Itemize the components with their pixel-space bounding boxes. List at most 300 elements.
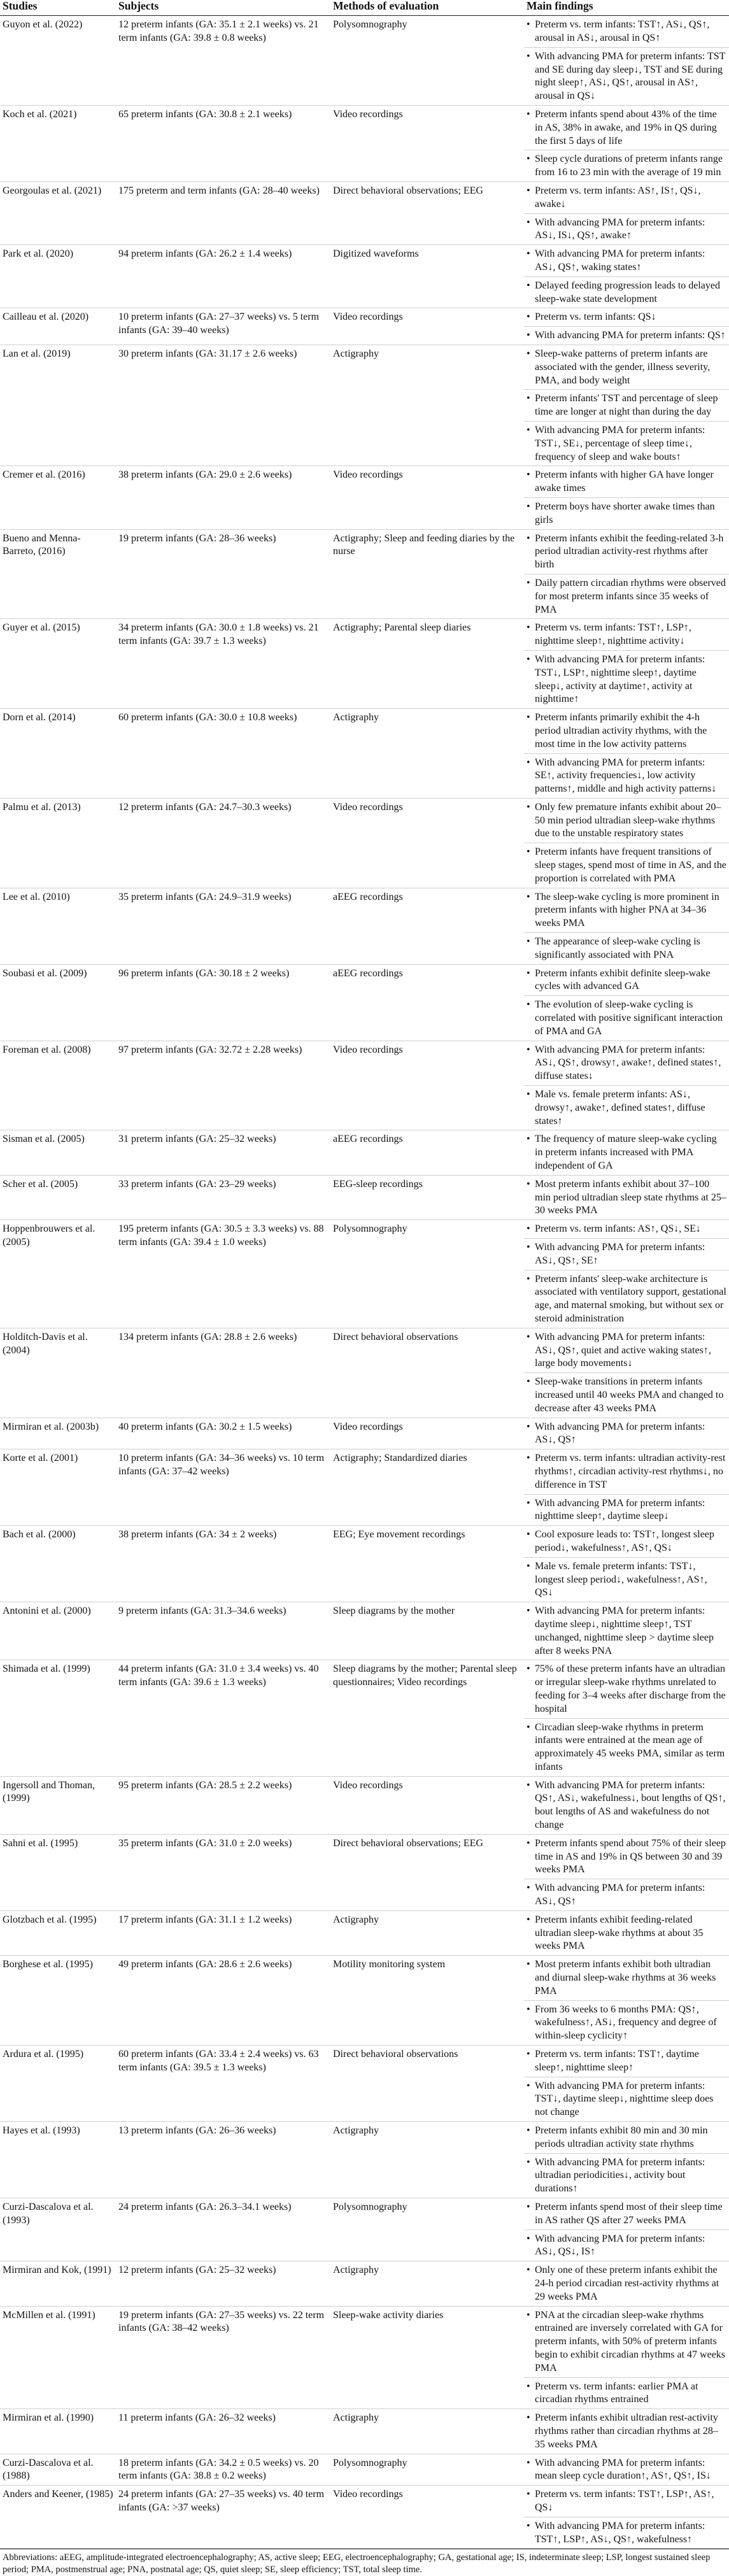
finding-text: Sleep-wake transitions in preterm infants increased until 40 weeks PMA and changed to decrease after 43 weeks PMA	[535, 1376, 724, 1414]
subjects-cell: 31 preterm infants (GA: 25–32 weeks)	[116, 1130, 330, 1175]
header-studies: Studies	[0, 0, 116, 16]
bullet-icon: •	[527, 2309, 530, 2321]
finding-item	[524, 1238, 729, 1270]
methods-cell: Sleep diagrams by the mother; Parental sleep questionnaires; Video recordings	[330, 1660, 524, 1776]
findings-cell	[524, 1956, 729, 2046]
finding-text: Preterm vs. term infants: TST↑, LSP↑, nighttime sleep↑, nighttime activity↓	[535, 622, 691, 647]
bullet-icon: •	[527, 185, 530, 197]
finding-item	[524, 2307, 729, 2377]
bullet-icon: •	[527, 280, 530, 291]
abbreviations-footnote: Abbreviations: aEEG, amplitude-integrated electroencephalography; AS, active sleep; EEG, electroencephalography; GA, gestational age; IS, indeterminate sleep; LSP, longest sustained sleep period; PMA, postmenstrual age; PNA, postnatal age; QS, quiet sleep; SE, sleep efficiency; TST, total sleep time.	[0, 2549, 729, 2576]
subjects-cell: 10 preterm infants (GA: 34–36 weeks) vs. 10 term infants (GA: 37–42 weeks)	[116, 1449, 330, 1526]
subjects-cell: 65 preterm infants (GA: 30.8 ± 2.1 weeks)	[116, 106, 330, 182]
finding-text: Only few premature infants exhibit about 20–50 min period ultradian sleep-wake rhythms due to the unstable respiratory states	[535, 801, 721, 839]
subjects-cell: 40 preterm infants (GA: 30.2 ± 1.5 weeks)	[116, 1418, 330, 1449]
study-cell: Bueno and Menna-Barreto, (2016)	[0, 529, 116, 619]
finding-text: Preterm vs. term infants: QS↓	[535, 311, 656, 323]
bullet-icon: •	[527, 1421, 530, 1432]
finding-text: Preterm vs. term infants: TST↑, daytime sleep↑, nighttime sleep↑	[535, 2049, 699, 2073]
bullet-icon: •	[527, 1089, 530, 1100]
methods-cell: Actigraphy; Parental sleep diaries	[330, 619, 524, 709]
findings-cell	[524, 1130, 729, 1175]
study-cell: McMillen et al. (1991)	[0, 2306, 116, 2409]
study-cell: Shimada et al. (1999)	[0, 1660, 116, 1776]
finding-text: With advancing PMA for preterm infants: TST↑, LSP↑, AS↓, QS↑, wakefulness↑	[535, 2520, 705, 2545]
table-row	[0, 2046, 729, 2122]
study-cell: Hoppenbrouwers et al. (2005)	[0, 1220, 116, 1328]
finding-item	[524, 709, 729, 753]
table-row	[0, 798, 729, 888]
finding-item	[524, 995, 729, 1040]
subjects-cell: 96 preterm infants (GA: 30.18 ± 2 weeks)	[116, 964, 330, 1041]
finding-text: Preterm vs. term infants: TST↑, AS↓, QS↑, arousal in AS↓, arousal in QS↑	[535, 19, 710, 44]
finding-text: Preterm infants with higher GA have longer awake times	[535, 469, 714, 494]
finding-text: Preterm infants spend most of their sleep time in AS rather QS after 27 weeks PMA	[535, 2202, 723, 2226]
subjects-cell: 24 preterm infants (GA: 27–35 weeks) vs. 40 term infants (GA: >37 weeks)	[116, 2486, 330, 2549]
finding-text: With advancing PMA for preterm infants: nighttime sleep↑, daytime sleep↓	[535, 1497, 705, 1522]
table-row	[0, 709, 729, 799]
table-row	[0, 1834, 729, 1911]
table-row	[0, 1130, 729, 1175]
finding-item	[524, 843, 729, 887]
methods-cell: Direct behavioral observations	[330, 1328, 524, 1418]
study-cell: Ingersoll and Thoman, (1999)	[0, 1776, 116, 1834]
table-row	[0, 16, 729, 106]
subjects-cell: 18 preterm infants (GA: 34.2 ± 0.5 weeks) vs. 20 term infants (GA: 38.8 ± 0.2 weeks)	[116, 2454, 330, 2486]
study-cell: Anders and Keener, (1985)	[0, 2486, 116, 2549]
finding-item	[524, 2077, 729, 2121]
finding-item	[524, 2377, 729, 2409]
table-row	[0, 529, 729, 619]
finding-text: Preterm vs. term infants: earlier PMA at circadian rhythms entrained	[535, 2380, 698, 2405]
findings-cell	[524, 466, 729, 529]
subjects-cell: 33 preterm infants (GA: 23–29 weeks)	[116, 1175, 330, 1220]
subjects-cell: 24 preterm infants (GA: 26.3–34.1 weeks)	[116, 2198, 330, 2261]
subjects-cell: 97 preterm infants (GA: 32.72 ± 2.28 weeks)	[116, 1041, 330, 1130]
finding-item	[524, 1372, 729, 1417]
bullet-icon: •	[527, 577, 530, 588]
findings-cell	[524, 1328, 729, 1418]
bullet-icon: •	[527, 1529, 530, 1541]
study-cell: Georgoulas et al. (2021)	[0, 182, 116, 245]
methods-cell: aEEG recordings	[330, 1130, 524, 1175]
study-cell: Holditch-Davis et al. (2004)	[0, 1328, 116, 1418]
table-row	[0, 2198, 729, 2261]
finding-text: Preterm infants primarily exhibit the 4-h period ultradian activity rhythms, with the most time in the low activity patterns	[535, 712, 707, 750]
finding-item	[524, 2454, 729, 2486]
findings-cell	[524, 1602, 729, 1660]
finding-text: With advancing PMA for preterm infants: TST↓, LSP↑, nighttime sleep↑, daytime sleep↓, activity at daytime↑, activity at nighttime↑	[535, 653, 705, 705]
table-row	[0, 1660, 729, 1776]
table-row	[0, 1220, 729, 1328]
table-row	[0, 2486, 729, 2549]
bullet-icon: •	[527, 1134, 530, 1145]
bullet-icon: •	[527, 1914, 530, 1925]
finding-text: Delayed feeding progression leads to delayed sleep-wake state development	[535, 280, 721, 304]
subjects-cell: 11 preterm infants (GA: 26–32 weeks)	[116, 2409, 330, 2454]
methods-cell: Video recordings	[330, 1041, 524, 1130]
table-row	[0, 619, 729, 709]
table-row	[0, 1956, 729, 2046]
bullet-icon: •	[527, 1178, 530, 1190]
study-cell: Curzi-Dascalova et al. (1993)	[0, 2198, 116, 2261]
findings-cell	[524, 1776, 729, 1834]
methods-cell: Sleep diagrams by the mother	[330, 1602, 524, 1660]
subjects-cell: 195 preterm infants (GA: 30.5 ± 3.3 weeks) vs. 88 term infants (GA: 39.4 ± 1.0 weeks)	[116, 1220, 330, 1328]
finding-text: Sleep cycle durations of preterm infants range from 16 to 23 min with the average of 19 min	[535, 153, 723, 178]
finding-text: Preterm infants' sleep-wake architecture is associated with ventilatory support, gestational age, and maternal smoking, but without sex or steroid administration	[535, 1273, 726, 1324]
bullet-icon: •	[527, 801, 530, 813]
bullet-icon: •	[527, 501, 530, 512]
bullet-icon: •	[527, 2049, 530, 2060]
finding-text: Preterm infants exhibit feeding-related ultradian sleep-wake rhythms at about 35 weeks PMA	[535, 1914, 704, 1952]
bullet-icon: •	[527, 217, 530, 228]
finding-item	[524, 1418, 729, 1449]
findings-cell	[524, 2486, 729, 2549]
bullet-icon: •	[527, 712, 530, 723]
findings-cell	[524, 1041, 729, 1130]
bullet-icon: •	[527, 1882, 530, 1894]
finding-item	[524, 2409, 729, 2453]
findings-cell	[524, 2046, 729, 2122]
finding-text: With advancing PMA for preterm infants: TST↓, SE↓, percentage of sleep time↓, frequency of sleep and wake bouts↑	[535, 424, 705, 462]
bullet-icon: •	[527, 1273, 530, 1284]
study-cell: Cailleau et al. (2020)	[0, 308, 116, 345]
findings-cell	[524, 345, 729, 466]
methods-cell: EEG; Eye movement recordings	[330, 1526, 524, 1602]
methods-cell: Direct behavioral observations	[330, 2046, 524, 2122]
finding-text: Preterm infants spend about 75% of their sleep time in AS and 19% in QS between 30 and 39 weeks PMA	[535, 1837, 726, 1875]
table-row	[0, 1602, 729, 1660]
table-row	[0, 1526, 729, 1602]
finding-text: From 36 weeks to 6 months PMA: QS↑, wakefulness↑, AS↓, frequency and degree of within-sleep cyclicity↑	[535, 2003, 717, 2042]
finding-item	[524, 245, 729, 276]
bullet-icon: •	[527, 1663, 530, 1675]
methods-cell: Video recordings	[330, 106, 524, 182]
methods-cell: Video recordings	[330, 1418, 524, 1449]
finding-item	[524, 932, 729, 964]
finding-item	[524, 619, 729, 650]
finding-text: With advancing PMA for preterm infants: AS↓, QS↑, drowsy↑, awake↑, defined states↑, diffuse states↓	[535, 1044, 721, 1082]
table-row	[0, 1911, 729, 1955]
finding-item	[524, 2486, 729, 2517]
finding-text: Preterm infants exhibit ultradian rest-activity rhythms rather than circadian rhythms at 28–35 weeks PMA	[535, 2412, 718, 2450]
finding-text: Preterm boys have shorter awake times than girls	[535, 501, 715, 525]
finding-item	[524, 965, 729, 996]
methods-cell: Polysomnography	[330, 2198, 524, 2261]
subjects-cell: 34 preterm infants (GA: 30.0 ± 1.8 weeks) vs. 21 term infants (GA: 39.7 ± 1.3 weeks)	[116, 619, 330, 709]
bullet-icon: •	[527, 424, 530, 436]
subjects-cell: 38 preterm infants (GA: 34 ± 2 weeks)	[116, 1526, 330, 1602]
table-row	[0, 308, 729, 345]
finding-item	[524, 574, 729, 618]
finding-item	[524, 389, 729, 421]
finding-text: With advancing PMA for preterm infants: AS↓, QS↑, quiet and active waking states↑, large body movements↓	[535, 1331, 711, 1369]
finding-text: With advancing PMA for preterm infants: AS↓, QS↑, SE↑	[535, 1242, 705, 1266]
bullet-icon: •	[527, 2457, 530, 2468]
finding-item	[524, 1835, 729, 1879]
finding-text: Sleep-wake patterns of preterm infants are associated with the gender, illness severity, PMA, and body weight	[535, 348, 711, 386]
finding-item	[524, 497, 729, 529]
finding-text: Circadian sleep-wake rhythms in preterm infants were entrained at the mean age of approximately 45 weeks PMA, similar as term infants	[535, 1721, 725, 1772]
subjects-cell: 12 preterm infants (GA: 24.7–30.3 weeks)	[116, 798, 330, 888]
finding-item	[524, 799, 729, 843]
study-cell: Lee et al. (2010)	[0, 888, 116, 964]
bullet-icon: •	[527, 109, 530, 120]
finding-item	[524, 2046, 729, 2077]
subjects-cell: 44 preterm infants (GA: 31.0 ± 3.4 weeks) vs. 40 term infants (GA: 39.6 ± 1.3 weeks)	[116, 1660, 330, 1776]
findings-cell	[524, 2454, 729, 2486]
bullet-icon: •	[527, 1779, 530, 1791]
bullet-icon: •	[527, 2080, 530, 2091]
bullet-icon: •	[527, 2156, 530, 2168]
finding-item	[524, 1041, 729, 1085]
finding-item	[524, 466, 729, 497]
finding-item	[524, 2122, 729, 2153]
table-row	[0, 888, 729, 964]
bullet-icon: •	[527, 2202, 530, 2212]
study-cell: Korte et al. (2001)	[0, 1449, 116, 1526]
methods-cell: Actigraphy	[330, 2261, 524, 2306]
bullet-icon: •	[527, 757, 530, 768]
table-header	[0, 0, 729, 16]
finding-item	[524, 1911, 729, 1955]
study-cell: Foreman et al. (2008)	[0, 1041, 116, 1130]
methods-cell: Sleep-wake activity diaries	[330, 2306, 524, 2409]
bullet-icon: •	[527, 653, 530, 665]
findings-cell	[524, 2122, 729, 2198]
finding-item	[524, 421, 729, 466]
finding-text: With advancing PMA for preterm infants: AS↓, QS↑	[535, 1882, 705, 1907]
bullet-icon: •	[527, 846, 530, 858]
bullet-icon: •	[527, 248, 530, 260]
study-cell: Soubasi et al. (2009)	[0, 964, 116, 1041]
table-row	[0, 182, 729, 245]
finding-item	[524, 2517, 729, 2549]
finding-item	[524, 1494, 729, 1526]
finding-item	[524, 1270, 729, 1328]
table-row	[0, 1175, 729, 1220]
findings-cell	[524, 964, 729, 1041]
study-cell: Koch et al. (2021)	[0, 106, 116, 182]
subjects-cell: 35 preterm infants (GA: 24.9–31.9 weeks)	[116, 888, 330, 964]
finding-text: 75% of these preterm infants have an ultradian or irregular sleep-wake rhythms unrelated to feeding for 3–4 weeks after discharge from the hospital	[535, 1663, 726, 1714]
study-cell: Guyer et al. (2015)	[0, 619, 116, 709]
subjects-cell: 17 preterm infants (GA: 31.1 ± 1.2 weeks)	[116, 1911, 330, 1955]
methods-cell: Direct behavioral observations; EEG	[330, 182, 524, 245]
bullet-icon: •	[527, 1223, 530, 1235]
methods-cell: Actigraphy; Sleep and feeding diaries by the nurse	[330, 529, 524, 619]
finding-text: With advancing PMA for preterm infants: QS↑	[535, 330, 726, 341]
findings-cell	[524, 1660, 729, 1776]
findings-cell	[524, 1834, 729, 1911]
methods-cell: Video recordings	[330, 2486, 524, 2549]
subjects-cell: 134 preterm infants (GA: 28.8 ± 2.6 weeks)	[116, 1328, 330, 1418]
study-cell: Mirmiran and Kok, (1991)	[0, 2261, 116, 2306]
finding-item	[524, 650, 729, 708]
finding-item	[524, 753, 729, 798]
bullet-icon: •	[527, 891, 530, 902]
subjects-cell: 12 preterm infants (GA: 35.1 ± 2.1 weeks) vs. 21 term infants (GA: 39.8 ± 0.8 weeks)	[116, 16, 330, 106]
finding-text: The appearance of sleep-wake cycling is significantly associated with PNA	[535, 936, 700, 960]
finding-text: Most preterm infants exhibit both ultradian and diurnal sleep-wake rhythms at 36 weeks PMA	[535, 1959, 716, 1996]
finding-item	[524, 1449, 729, 1493]
methods-cell: Actigraphy	[330, 345, 524, 466]
bullet-icon: •	[527, 1453, 530, 1464]
findings-cell	[524, 529, 729, 619]
bullet-icon: •	[527, 936, 530, 948]
bullet-icon: •	[527, 2003, 530, 2015]
table-row	[0, 1041, 729, 1130]
table-row	[0, 1418, 729, 1449]
finding-item	[524, 1328, 729, 1372]
methods-cell: Actigraphy	[330, 1911, 524, 1955]
study-cell: Dorn et al. (2014)	[0, 709, 116, 799]
subjects-cell: 60 preterm infants (GA: 30.0 ± 10.8 weeks)	[116, 709, 330, 799]
finding-item	[524, 16, 729, 47]
finding-text: With advancing PMA for preterm infants: mean sleep cycle duration↑, AS↑, QS↑, IS↓	[535, 2457, 711, 2482]
bullet-icon: •	[527, 1376, 530, 1388]
findings-cell	[524, 709, 729, 799]
table-row	[0, 964, 729, 1041]
finding-item	[524, 2230, 729, 2261]
finding-text: With advancing PMA for preterm infants: AS↓, IS↓, QS↑, awake↑	[535, 217, 705, 241]
findings-cell	[524, 1449, 729, 1526]
header-row	[0, 0, 729, 16]
bullet-icon: •	[527, 999, 530, 1011]
bullet-icon: •	[527, 1331, 530, 1342]
finding-item	[524, 1176, 729, 1220]
study-cell: Palmu et al. (2013)	[0, 798, 116, 888]
table-row	[0, 2306, 729, 2409]
bullet-icon: •	[527, 1560, 530, 1572]
finding-item	[524, 213, 729, 245]
table-row	[0, 106, 729, 182]
bullet-icon: •	[527, 153, 530, 165]
methods-cell: Motility monitoring system	[330, 1956, 524, 2046]
methods-cell: EEG-sleep recordings	[330, 1175, 524, 1220]
table-row	[0, 2261, 729, 2306]
methods-cell: Digitized waveforms	[330, 245, 524, 308]
table-row	[0, 2409, 729, 2454]
methods-cell: Polysomnography	[330, 1220, 524, 1328]
subjects-cell: 60 preterm infants (GA: 33.4 ± 2.4 weeks) vs. 63 term infants (GA: 39.5 ± 1.3 weeks)	[116, 2046, 330, 2122]
finding-item	[524, 1879, 729, 1911]
finding-text: Preterm vs. term infants: ultradian activity-rest rhythms↑, circadian activity-rest rhythms↓, no difference in TST	[535, 1453, 726, 1490]
finding-text: The frequency of mature sleep-wake cycling in preterm infants increased with PMA independent of GA	[535, 1134, 717, 1172]
finding-item	[524, 1220, 729, 1238]
findings-cell	[524, 888, 729, 964]
header-findings: Main findings	[524, 0, 729, 16]
finding-text: Only one of these preterm infants exhibit the 24-h period circadian rest-activity rhythms at 29 weeks PMA	[535, 2265, 719, 2302]
findings-cell	[524, 1526, 729, 1602]
subjects-cell: 175 preterm and term infants (GA: 28–40 weeks)	[116, 182, 330, 245]
bullet-icon: •	[527, 2265, 530, 2276]
methods-cell: Actigraphy	[330, 2122, 524, 2198]
findings-cell	[524, 308, 729, 345]
findings-cell	[524, 2198, 729, 2261]
bullet-icon: •	[527, 1837, 530, 1849]
methods-cell: Direct behavioral observations; EEG	[330, 1834, 524, 1911]
finding-item	[524, 106, 729, 150]
bullet-icon: •	[527, 622, 530, 634]
study-cell: Antonini et al. (2000)	[0, 1602, 116, 1660]
finding-item	[524, 2261, 729, 2305]
finding-text: Preterm infants exhibit the feeding-related 3-h period ultradian activity-rest rhythms after birth	[535, 532, 724, 571]
finding-item	[524, 276, 729, 308]
finding-item	[524, 888, 729, 932]
findings-cell	[524, 619, 729, 709]
findings-cell	[524, 798, 729, 888]
methods-cell: Video recordings	[330, 308, 524, 345]
findings-cell	[524, 182, 729, 245]
finding-text: With advancing PMA for preterm infants: AS↓, QS↑	[535, 1421, 705, 1446]
bullet-icon: •	[527, 393, 530, 404]
finding-text: Preterm infants spend about 43% of the time in AS, 38% in awake, and 19% in QS during the first 5 days of life	[535, 109, 717, 146]
finding-text: Male vs. female preterm infants: TST↓, longest sleep period↓, wakefulness↑, AS↑, QS↓	[535, 1560, 707, 1598]
table-row	[0, 1776, 729, 1834]
finding-item	[524, 1085, 729, 1130]
finding-text: Cool exposure leads to: TST↑, longest sleep period↓, wakefulness↑, AS↑, QS↓	[535, 1529, 714, 1553]
subjects-cell: 49 preterm infants (GA: 28.6 ± 2.6 weeks)	[116, 1956, 330, 2046]
findings-cell	[524, 1220, 729, 1328]
study-cell: Scher et al. (2005)	[0, 1175, 116, 1220]
finding-text: Preterm vs. term infants: TST↑, LSP↑, AS↑, QS↓	[535, 2489, 714, 2513]
findings-cell	[524, 16, 729, 106]
table-body	[0, 16, 729, 2549]
bullet-icon: •	[527, 2125, 530, 2137]
methods-cell: Polysomnography	[330, 16, 524, 106]
methods-cell: Polysomnography	[330, 2454, 524, 2486]
bullet-icon: •	[527, 1044, 530, 1055]
findings-cell	[524, 2409, 729, 2454]
finding-item	[524, 1660, 729, 1718]
finding-text: With advancing PMA for preterm infants: SE↑, activity frequencies↓, low activity patterns↑, middle and high activity patterns↓	[535, 757, 717, 795]
subjects-cell: 10 preterm infants (GA: 27–37 weeks) vs. 5 term infants (GA: 39–40 weeks)	[116, 308, 330, 345]
findings-cell	[524, 2306, 729, 2409]
table-row	[0, 1449, 729, 1526]
methods-cell: Video recordings	[330, 1776, 524, 1834]
finding-text: With advancing PMA for preterm infants: AS↓, QS↓, IS↑	[535, 2233, 705, 2258]
finding-item	[524, 2153, 729, 2198]
finding-text: With advancing PMA for preterm infants: AS↓, QS↑, waking states↑	[535, 248, 705, 273]
table-row	[0, 2454, 729, 2486]
bullet-icon: •	[527, 19, 530, 31]
finding-item	[524, 345, 729, 389]
subjects-cell: 30 preterm infants (GA: 31.17 ± 2.6 weeks)	[116, 345, 330, 466]
findings-cell	[524, 1175, 729, 1220]
subjects-cell: 95 preterm infants (GA: 28.5 ± 2.2 weeks)	[116, 1776, 330, 1834]
study-cell: Guyon et al. (2022)	[0, 16, 116, 106]
finding-item	[524, 47, 729, 105]
finding-text: Preterm vs. term infants: AS↑, QS↓, SE↓	[535, 1223, 701, 1235]
finding-text: With advancing PMA for preterm infants: QS↑, AS↓, wakefulness↓, bout lengths of QS↑, bout lengths of AS and wakefulness do not change	[535, 1779, 726, 1831]
finding-item	[524, 1777, 729, 1834]
bullet-icon: •	[527, 348, 530, 359]
study-cell: Cremer et al. (2016)	[0, 466, 116, 529]
bullet-icon: •	[527, 1959, 530, 1970]
findings-cell	[524, 106, 729, 182]
bullet-icon: •	[527, 1605, 530, 1617]
bullet-icon: •	[527, 967, 530, 979]
study-cell: Sahni et al. (1995)	[0, 1834, 116, 1911]
finding-text: Most preterm infants exhibit about 37–100 min period ultradian sleep state rhythms at 25–30 weeks PMA	[535, 1178, 726, 1216]
finding-text: Male vs. female preterm infants: AS↓, drowsy↑, awake↑, defined states↑, diffuse states↑	[535, 1089, 705, 1127]
finding-item	[524, 1956, 729, 2000]
bullet-icon: •	[527, 532, 530, 544]
subjects-cell: 13 preterm infants (GA: 26–36 weeks)	[116, 2122, 330, 2198]
study-cell: Curzi-Dascalova et al. (1988)	[0, 2454, 116, 2486]
